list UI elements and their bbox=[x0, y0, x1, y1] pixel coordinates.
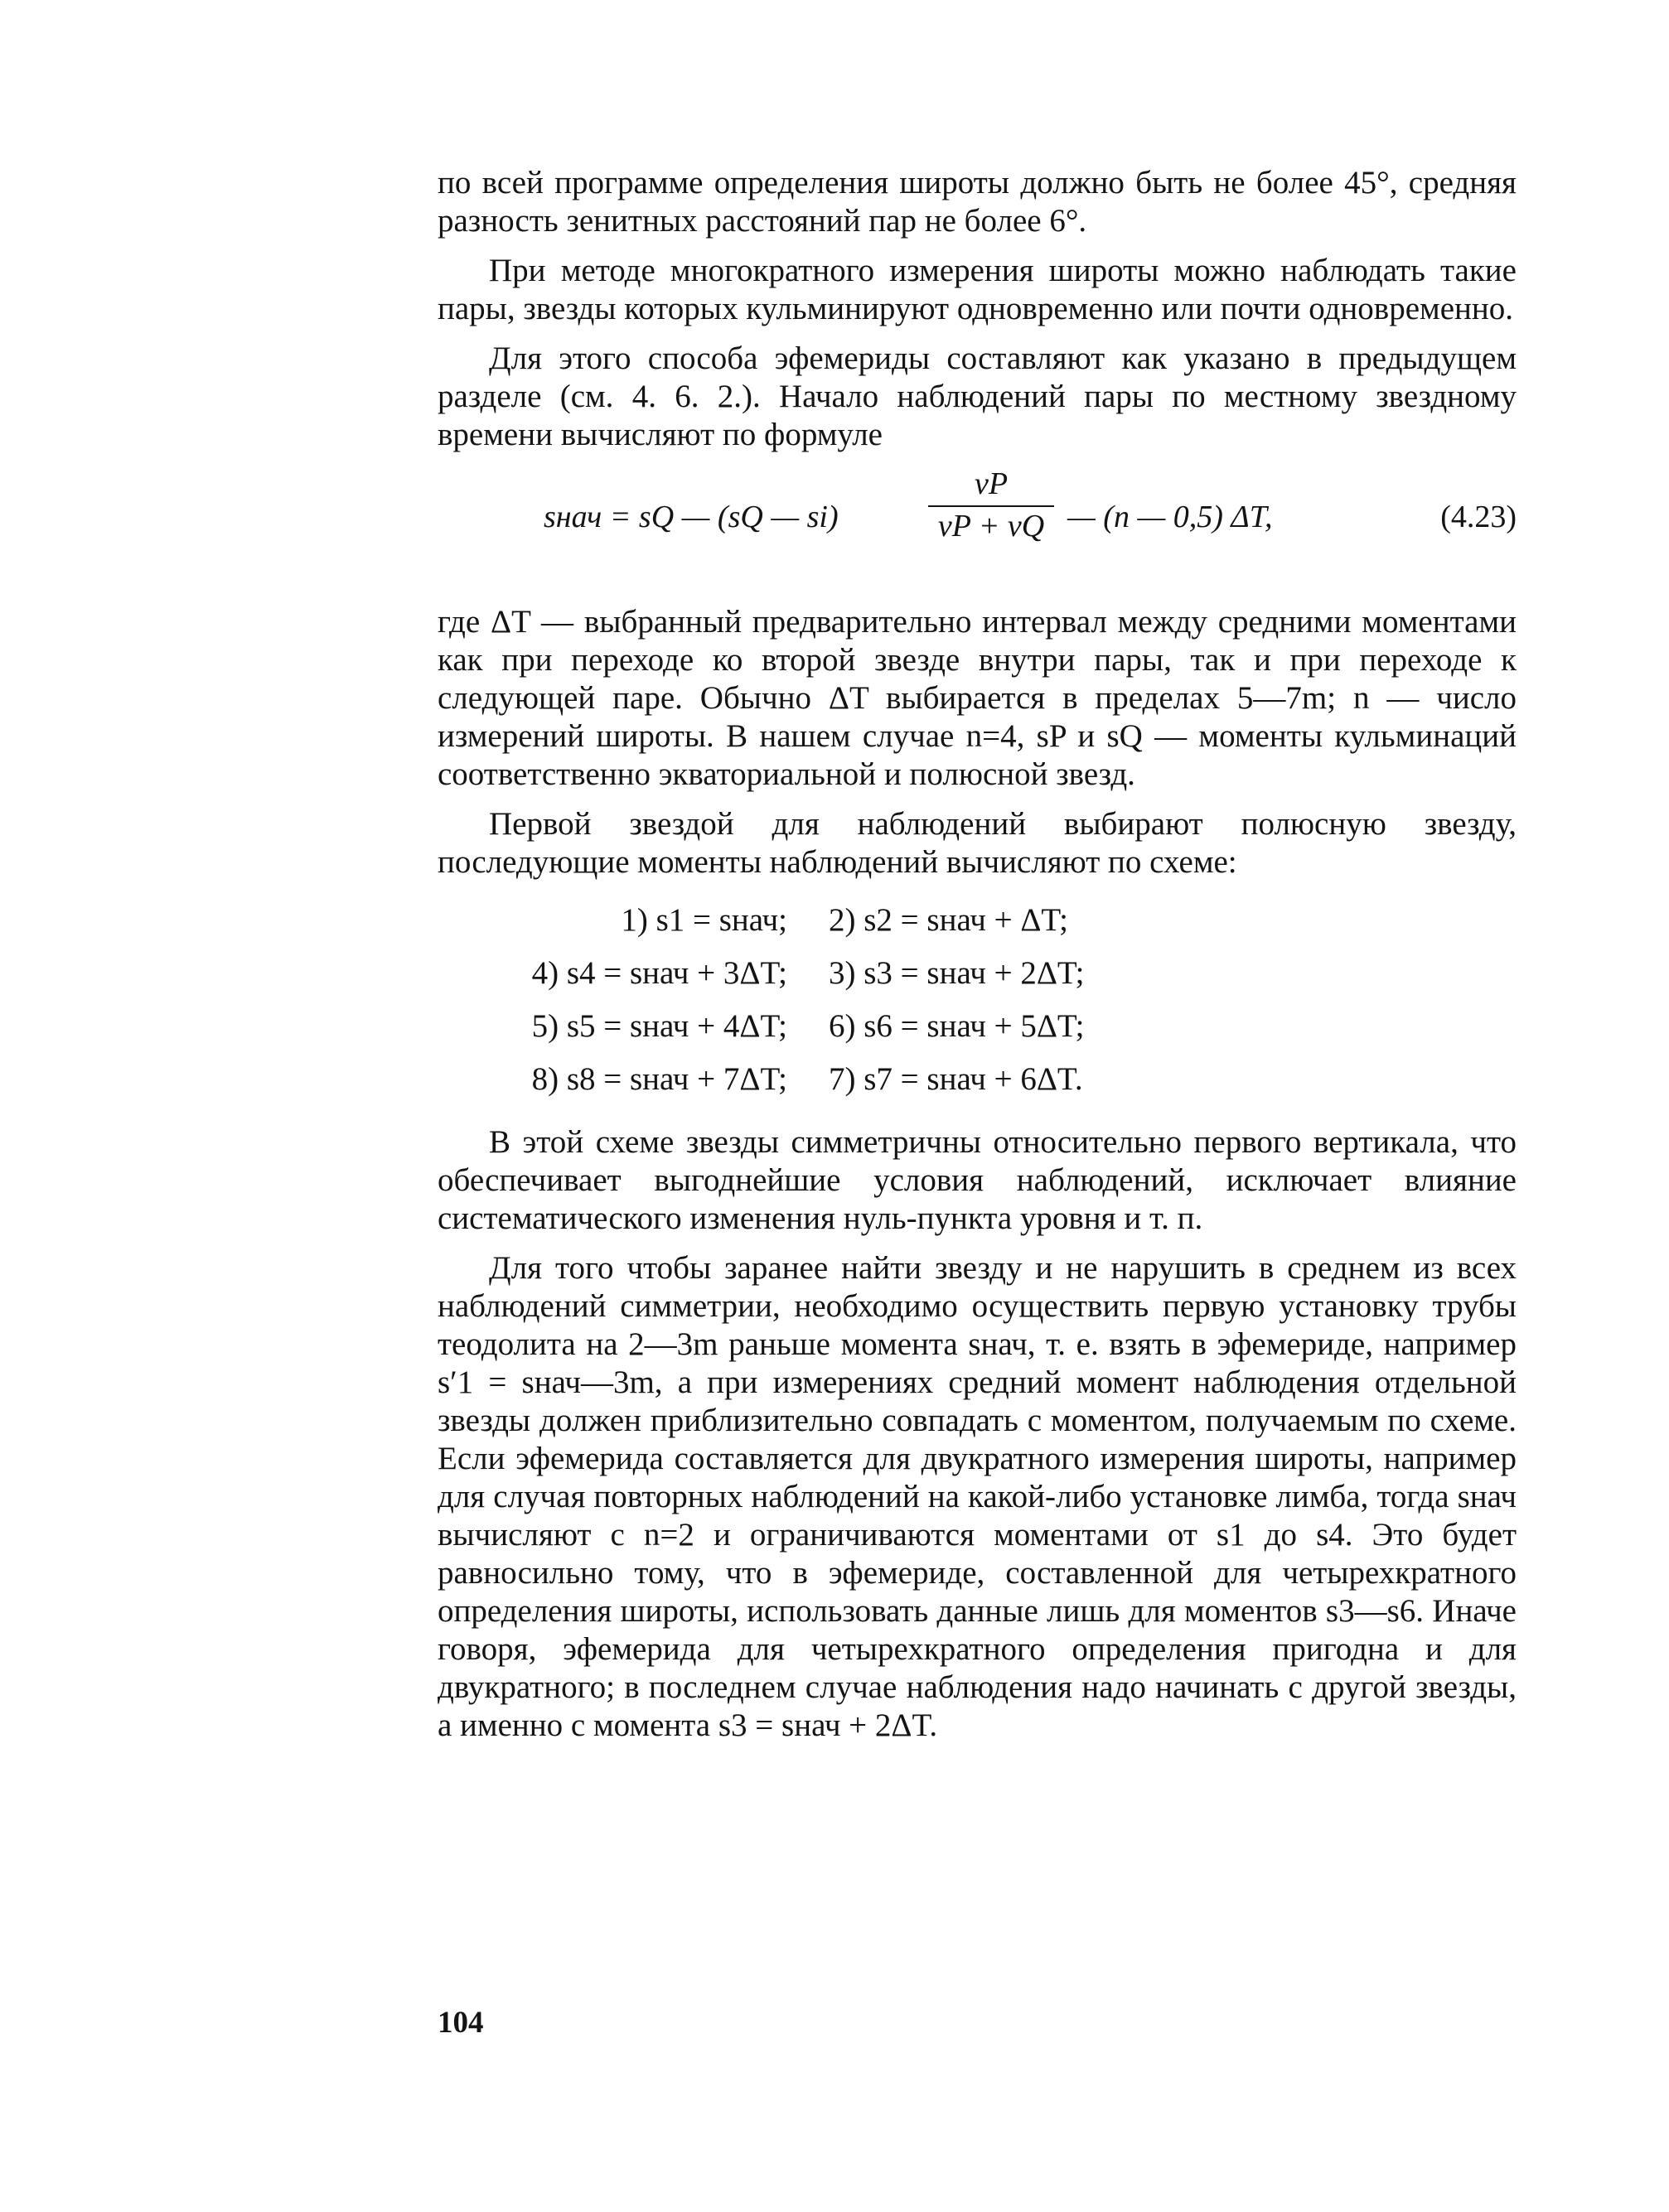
scheme-row bbox=[438, 946, 1517, 999]
equation-fraction bbox=[928, 466, 1054, 545]
paragraph-5: Первой звездой для наблюдений выбирают полюсную звезду, последующие моменты наблюдений вычисляют по схеме: bbox=[438, 806, 1517, 880]
scheme-entry: 3) s3 = sнач + 2ΔT; bbox=[829, 954, 1085, 991]
scheme-row bbox=[438, 1052, 1517, 1105]
paragraph-3: Для этого способа эфемериды составляют как указано в предыдущем разделе (см. 4. 6. 2.). Начало наблюдений пары по местному звездному времени вычисляют по формуле bbox=[438, 340, 1517, 452]
scheme-entry: 8) s8 = sнач + 7ΔT; bbox=[531, 1060, 787, 1097]
scheme-entry: 6) s6 = sнач + 5ΔT; bbox=[829, 1007, 1085, 1044]
scheme-entry: 1) s1 = sнач; bbox=[621, 901, 787, 938]
scheme-entry: 4) s4 = sнач + 3ΔT; bbox=[531, 954, 787, 991]
equation-number: (4.23) bbox=[1440, 500, 1517, 534]
observation-scheme bbox=[438, 893, 1517, 1105]
scheme-entry: 5) s5 = sнач + 4ΔT; bbox=[531, 1007, 787, 1044]
paragraph-7: Для того чтобы заранее найти звезду и не нарушить в среднем из всех наблюдений симметрии, необходимо осуществить первую установку трубы теодолита на 2—3m раньше момента sнач, т. е. взять в эфемериде, например s′1 = sнач—3m, а при измерениях средний момент наблюдения отдельной звезды должен приблизительно совпадать с моментом, получаемым по схеме. Если эфемерида составляется для двукратного измерения широты, например для случая повторных наблюдений на какой-либо установке лимба, тогда sнач вычисляют с n=2 и ограничиваются моментами от s1 до s4. Это будет равносильно тому, что в эфемериде, составленной для четырехкратного определения широты, использовать данные лишь для моментов s3—s6. Иначе говоря, эфемерида для четырехкратного определения пригодна и для двукратного; в последнем случае наблюдения надо начинать с другой звезды, а именно с момента s3 = sнач + 2ΔT. bbox=[438, 1250, 1517, 1743]
paragraph-6: В этой схеме звезды симметричны относительно первого вертикала, что обеспечивает выгоднейшие условия наблюдений, исключает влияние систематического изменения нуль-пункта уровня и т. п. bbox=[438, 1124, 1517, 1236]
equation-lhs: sнач = sQ — (sQ — si) bbox=[544, 500, 839, 534]
paragraph-4: где ΔT — выбранный предварительно интервал между средними моментами как при переходе ко второй звезде внутри пары, так и при переходе к следующей паре. Обычно ΔT выбирается в пределах 5—7m; n — число измерений широты. В нашем случае n=4, sP и sQ — моменты кульминаций соответственно экваториальной и полюсной звезд. bbox=[438, 604, 1517, 792]
paragraph-1: по всей программе определения широты должно быть не более 45°, средняя разность зенитных расстояний пар не более 6°. bbox=[438, 165, 1517, 239]
scheme-entry: 2) s2 = sнач + ΔT; bbox=[829, 901, 1068, 938]
fraction-denominator: vP + vQ bbox=[937, 509, 1045, 543]
fraction-numerator: vP bbox=[974, 466, 1009, 501]
paragraph-2: При методе многократного измерения широты можно наблюдать такие пары, звезды которых кульминируют одновременно или почти одновременно. bbox=[438, 253, 1517, 326]
page-number: 104 bbox=[438, 2006, 484, 2040]
equation-4-23 bbox=[438, 466, 1517, 583]
scheme-entry: 7) s7 = sнач + 6ΔT. bbox=[829, 1060, 1083, 1097]
scheme-row bbox=[438, 893, 1517, 946]
page-body bbox=[438, 164, 1517, 1756]
scheme-row bbox=[438, 999, 1517, 1052]
equation-rhs: — (n — 0,5) ΔT, bbox=[1067, 500, 1273, 534]
